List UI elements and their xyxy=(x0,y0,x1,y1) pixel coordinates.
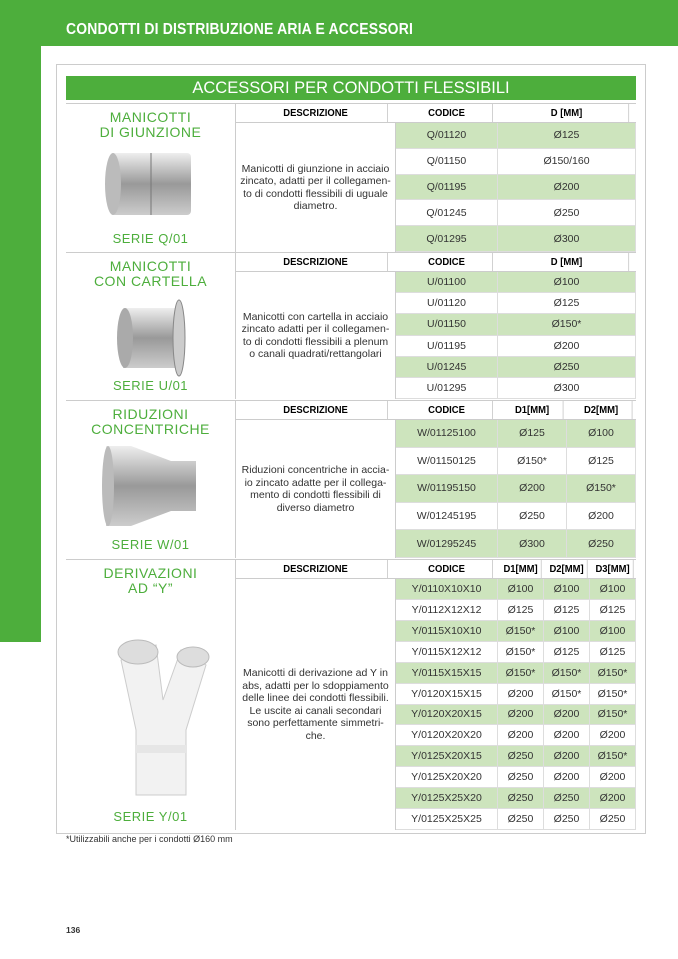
code-cell: Y/0120X20X20 xyxy=(396,725,498,745)
diameter-cell: Ø150* xyxy=(590,684,636,704)
diameter-cell: Ø150* xyxy=(498,621,544,641)
table-row xyxy=(396,684,636,705)
diameter-cell: Ø250 xyxy=(567,530,636,557)
code-cell: Y/0115X15X15 xyxy=(396,663,498,683)
diameter-cell: Ø100 xyxy=(498,579,544,599)
diameter-cell: Ø150/160 xyxy=(498,149,636,174)
column-header: DESCRIZIONE xyxy=(244,560,388,578)
diameter-cell: Ø200 xyxy=(544,746,590,766)
table-row xyxy=(396,314,636,335)
table-row xyxy=(396,357,636,378)
table-row xyxy=(396,448,636,476)
table-row xyxy=(396,149,636,175)
table-row xyxy=(396,579,636,600)
product-series: SERIE Y/01 xyxy=(113,809,188,824)
diameter-cell: Ø250 xyxy=(498,788,544,808)
column-header: CODICE xyxy=(401,560,493,578)
code-cell: Q/01245 xyxy=(396,200,498,225)
diameter-cell: Ø150* xyxy=(498,642,544,662)
diameter-cell: Ø125 xyxy=(498,420,567,447)
diameter-cell: Ø200 xyxy=(498,725,544,745)
code-cell: Y/0125X20X20 xyxy=(396,767,498,787)
diameter-cell: Ø200 xyxy=(498,336,636,356)
diameter-cell: Ø100 xyxy=(590,579,636,599)
table-row xyxy=(396,475,636,503)
product-image xyxy=(101,610,211,805)
diameter-cell: Ø200 xyxy=(590,788,636,808)
diameter-cell: Ø100 xyxy=(498,272,636,292)
diameter-cell: Ø200 xyxy=(544,767,590,787)
column-header: D1[MM] xyxy=(501,401,563,419)
column-header: D1[MM] xyxy=(500,560,541,578)
code-cell: W/01125100 xyxy=(396,420,498,447)
diameter-cell: Ø150* xyxy=(590,746,636,766)
product-image xyxy=(101,441,201,536)
description: Manicotti con cartella in acciaio zincato adatti per il collegamen-to di condotti flessibili a plenum o canali quadrati/rettangolari xyxy=(236,272,396,399)
diameter-cell: Ø125 xyxy=(590,642,636,662)
code-cell: Y/0120X20X15 xyxy=(396,705,498,725)
diameter-cell: Ø150* xyxy=(498,448,567,475)
diameter-cell: Ø125 xyxy=(498,293,636,313)
code-cell: Y/0115X12X12 xyxy=(396,642,498,662)
diameter-cell: Ø125 xyxy=(498,600,544,620)
column-header: DESCRIZIONE xyxy=(244,401,388,419)
product-name: MANICOTTI CON CARTELLA xyxy=(93,258,208,289)
product-image xyxy=(101,298,201,383)
code-cell: Y/0120X15X15 xyxy=(396,684,498,704)
code-cell: Y/0125X25X25 xyxy=(396,809,498,829)
table-row xyxy=(396,809,636,830)
table-row xyxy=(396,600,636,621)
table-header xyxy=(236,253,636,272)
code-cell: Y/0125X25X20 xyxy=(396,788,498,808)
diameter-cell: Ø150* xyxy=(544,684,590,704)
table-row xyxy=(396,503,636,531)
product-series: SERIE Q/01 xyxy=(112,231,189,246)
column-header: CODICE xyxy=(401,401,493,419)
product-series: SERIE U/01 xyxy=(112,378,189,393)
diameter-cell: Ø250 xyxy=(498,200,636,225)
product-name: MANICOTTI DI GIUNZIONE xyxy=(99,109,202,140)
diameter-cell: Ø250 xyxy=(590,809,636,829)
diameter-cell: Ø300 xyxy=(498,378,636,398)
table-row xyxy=(396,788,636,809)
diameter-cell: Ø150* xyxy=(590,663,636,683)
diameter-cell: Ø200 xyxy=(590,767,636,787)
diameter-cell: Ø250 xyxy=(544,809,590,829)
product-info xyxy=(66,104,236,252)
section-title: ACCESSORI PER CONDOTTI FLESSIBILI xyxy=(66,76,636,100)
table-row xyxy=(396,293,636,314)
diameter-cell: Ø125 xyxy=(544,642,590,662)
column-header: DESCRIZIONE xyxy=(244,104,388,122)
description: Manicotti di giunzione in acciaio zincato, adatti per il collegamen-to di condotti flessibili di uguale diametro. xyxy=(236,123,396,252)
side-strip xyxy=(0,46,41,642)
footnote: *Utilizzabili anche per i condotti Ø160 mm xyxy=(66,834,233,844)
code-cell: W/01150125 xyxy=(396,448,498,475)
column-header: D2[MM] xyxy=(570,401,632,419)
diameter-cell: Ø150* xyxy=(498,663,544,683)
diameter-cell: Ø200 xyxy=(498,705,544,725)
page-number: 136 xyxy=(66,925,81,935)
description: Manicotti di derivazione ad Y in abs, adatti per lo sdoppiamento delle linee dei condotti flessibili. Le uscite ai canali secondari sono perfettamente simmetri-che. xyxy=(236,579,396,830)
diameter-cell: Ø250 xyxy=(498,746,544,766)
table-row xyxy=(396,642,636,663)
column-header: D3[MM] xyxy=(592,560,633,578)
code-cell: U/01195 xyxy=(396,336,498,356)
code-cell: W/01245195 xyxy=(396,503,498,530)
product-info xyxy=(66,253,236,399)
diameter-cell: Ø200 xyxy=(498,475,567,502)
product-name: DERIVAZIONI AD “Y” xyxy=(103,565,198,596)
diameter-cell: Ø250 xyxy=(498,503,567,530)
product-series: SERIE W/01 xyxy=(111,537,190,552)
table-row xyxy=(396,725,636,746)
product-section xyxy=(66,252,636,399)
diameter-cell: Ø300 xyxy=(498,530,567,557)
diameter-cell: Ø150* xyxy=(567,475,636,502)
diameter-cell: Ø150* xyxy=(544,663,590,683)
column-header: CODICE xyxy=(401,253,493,271)
diameter-cell: Ø100 xyxy=(567,420,636,447)
code-cell: Y/0112X12X12 xyxy=(396,600,498,620)
diameter-cell: Ø250 xyxy=(544,788,590,808)
column-header: D [MM] xyxy=(505,253,629,271)
table-header xyxy=(236,560,636,579)
table-row xyxy=(396,530,636,558)
code-cell: Q/01120 xyxy=(396,123,498,148)
table-row xyxy=(396,175,636,201)
table-row xyxy=(396,226,636,252)
product-section xyxy=(66,559,636,830)
code-cell: Y/0125X20X15 xyxy=(396,746,498,766)
diameter-cell: Ø250 xyxy=(498,357,636,377)
product-section xyxy=(66,400,636,558)
diameter-cell: Ø300 xyxy=(498,226,636,251)
table-row xyxy=(396,705,636,726)
table-row xyxy=(396,200,636,226)
code-cell: Q/01150 xyxy=(396,149,498,174)
code-cell: U/01100 xyxy=(396,272,498,292)
diameter-cell: Ø150* xyxy=(590,705,636,725)
product-table xyxy=(236,401,636,558)
product-info xyxy=(66,401,236,558)
code-cell: Q/01195 xyxy=(396,175,498,200)
product-image xyxy=(101,149,201,224)
table-row xyxy=(396,663,636,684)
table-row xyxy=(396,621,636,642)
product-section xyxy=(66,103,636,252)
page-header-title: CONDOTTI DI DISTRIBUZIONE ARIA E ACCESSORI xyxy=(66,21,414,38)
code-cell: W/01195150 xyxy=(396,475,498,502)
column-header: D [MM] xyxy=(505,104,629,122)
code-cell: U/01245 xyxy=(396,357,498,377)
column-header: CODICE xyxy=(401,104,493,122)
table-row xyxy=(396,767,636,788)
diameter-cell: Ø150* xyxy=(498,314,636,334)
table-row xyxy=(396,336,636,357)
table-row xyxy=(396,420,636,448)
product-table xyxy=(236,104,636,252)
product-info xyxy=(66,560,236,830)
diameter-cell: Ø100 xyxy=(544,579,590,599)
diameter-cell: Ø100 xyxy=(544,621,590,641)
diameter-cell: Ø200 xyxy=(590,725,636,745)
diameter-cell: Ø125 xyxy=(498,123,636,148)
diameter-cell: Ø200 xyxy=(544,705,590,725)
diameter-cell: Ø200 xyxy=(567,503,636,530)
table-row xyxy=(396,378,636,399)
product-table xyxy=(236,253,636,399)
description: Riduzioni concentriche in accia-io zincato adatte per il collega-mento di condotti flessibili di diverso diametro xyxy=(236,420,396,558)
diameter-cell: Ø250 xyxy=(498,809,544,829)
diameter-cell: Ø125 xyxy=(590,600,636,620)
table-header xyxy=(236,401,636,420)
table-header xyxy=(236,104,636,123)
diameter-cell: Ø250 xyxy=(498,767,544,787)
code-cell: Q/01295 xyxy=(396,226,498,251)
diameter-cell: Ø125 xyxy=(544,600,590,620)
code-cell: Y/0115X10X10 xyxy=(396,621,498,641)
product-table xyxy=(236,560,636,830)
column-header: DESCRIZIONE xyxy=(244,253,388,271)
table-row xyxy=(396,123,636,149)
diameter-cell: Ø125 xyxy=(567,448,636,475)
code-cell: U/01150 xyxy=(396,314,498,334)
table-row xyxy=(396,746,636,767)
diameter-cell: Ø100 xyxy=(590,621,636,641)
code-cell: Y/0110X10X10 xyxy=(396,579,498,599)
diameter-cell: Ø200 xyxy=(544,725,590,745)
diameter-cell: Ø200 xyxy=(498,684,544,704)
table-row xyxy=(396,272,636,293)
product-name: RIDUZIONI CONCENTRICHE xyxy=(91,406,210,437)
code-cell: U/01295 xyxy=(396,378,498,398)
diameter-cell: Ø200 xyxy=(498,175,636,200)
code-cell: W/01295245 xyxy=(396,530,498,557)
column-header: D2[MM] xyxy=(546,560,587,578)
code-cell: U/01120 xyxy=(396,293,498,313)
